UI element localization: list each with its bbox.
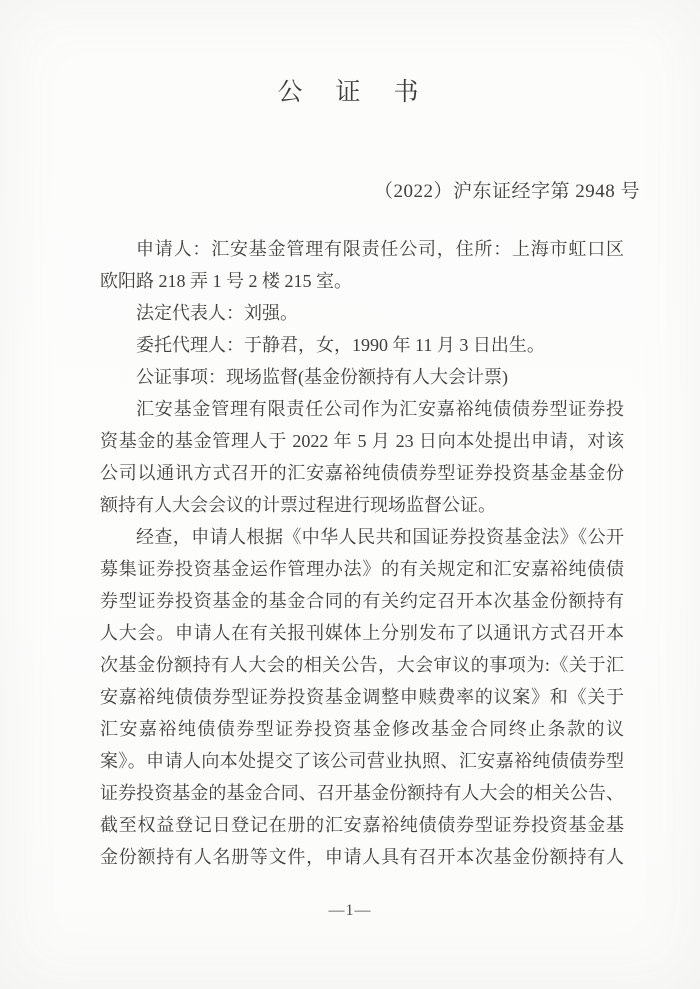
document-title: 公 证 书 xyxy=(277,79,423,106)
body-line: 汇安嘉裕纯债债券型证券投资基金修改基金合同终止条款的议 xyxy=(100,719,624,739)
body-line: 公证事项：现场监督(基金份额持有人大会计票) xyxy=(136,367,508,387)
document-number: （2022）沪东证经字第 2948 号 xyxy=(373,181,640,202)
body-line: 经查，申请人根据《中华人民共和国证券投资基金法》《公开 xyxy=(136,527,624,547)
body-line: 申请人：汇安基金管理有限责任公司，住所：上海市虹口区 xyxy=(136,239,624,259)
body-line: 委托代理人：于静君，女，1990 年 11 月 3 日出生。 xyxy=(136,335,545,355)
body-line: 公司以通讯方式召开的汇安嘉裕纯债债券型证券投资基金基金份 xyxy=(100,463,624,483)
page-number: —1— xyxy=(328,902,372,919)
body-line: 次基金份额持有人大会的相关公告，大会审议的事项为:《关于汇 xyxy=(100,655,624,675)
body-line: 汇安基金管理有限责任公司作为汇安嘉裕纯债债券型证券投 xyxy=(136,399,624,419)
body-line: 资基金的基金管理人于 2022 年 5 月 23 日向本处提出申请，对该 xyxy=(100,431,624,451)
document-body xyxy=(100,233,624,873)
body-line: 证券投资基金的基金合同、召开基金份额持有人大会的相关公告、 xyxy=(100,783,624,803)
body-line: 券型证券投资基金的基金合同的有关约定召开本次基金份额持有 xyxy=(100,591,624,611)
body-line: 截至权益登记日登记在册的汇安嘉裕纯债债券型证券投资基金基 xyxy=(100,815,624,835)
body-line: 金份额持有人名册等文件，申请人具有召开本次基金份额持有人 xyxy=(100,847,624,867)
body-line: 欧阳路 218 弄 1 号 2 楼 215 室。 xyxy=(100,271,352,291)
body-line: 募集证券投资基金运作管理办法》的有关规定和汇安嘉裕纯债债 xyxy=(100,559,624,579)
body-line: 额持有人大会会议的计票过程进行现场监督公证。 xyxy=(100,495,496,515)
body-line: 安嘉裕纯债债券型证券投资基金调整申赎费率的议案》和《关于 xyxy=(100,687,624,707)
body-line: 人大会。申请人在有关报刊媒体上分别发布了以通讯方式召开本 xyxy=(100,623,624,643)
body-line: 法定代表人：刘强。 xyxy=(136,303,298,323)
body-line: 案》。申请人向本处提交了该公司营业执照、汇安嘉裕纯债债券型 xyxy=(100,751,624,771)
